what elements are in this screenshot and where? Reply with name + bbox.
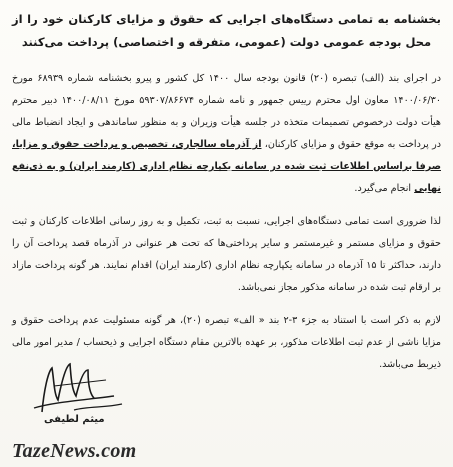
site-watermark	[12, 440, 137, 463]
paragraph-3: لازم به ذکر است با استناد به جزء ۳-۲ بند « الف» تبصره (۲۰)، هر گونه مسئولیت عدم پرداخت حقوق و مزایا ناشی از عدم ثبت اطلاعات مذکور، بر عهده بالاترین مقام دستگاه اجرایی و ذیحساب / مدیر امور مالی ذیربط می‌باشد.	[12, 315, 442, 370]
paragraph-1-emphasis: از آذرماه سالجاری، تخصیص و پرداخت حقوق و مزایا، صرفا براساس اطلاعات ثبت شده در سامانه یکپارچه نظام اداری (کارمند ایران) و به ذی‌نفع نهایی	[12, 139, 441, 194]
signer-name: میثم لطیفی	[44, 414, 105, 425]
paragraph-1	[10, 68, 443, 200]
paragraph-1-end: انجام می‌گیرد.	[354, 183, 415, 194]
watermark-name: TazeNews	[12, 440, 96, 462]
signature-block	[14, 350, 139, 435]
paragraph-2: لذا ضروری است تمامی دستگاه‌های اجرایی، نسبت به ثبت، تکمیل و به روز رسانی اطلاعات کارکنان و ثبت حقوق و مزایای مستمر و غیرمستمر و سایر پرداختی‌ها که تحت هر عنوانی در آذرماه قصد پرداخت آن را دارند، حداکثر تا ۱۵ آذرماه در سامانه یکپارچه نظام اداری (کارمند ایران) اقدام نمایند. هر گونه پرداخت مازاد بر ارقام ثبت شده در سامانه مذکور مجاز نمی‌باشد.	[12, 216, 441, 293]
paragraph-1-intro: در اجرای بند (الف) تبصره (۲۰) قانون بودجه سال ۱۴۰۰ کل کشور و پیرو بخشنامه شماره ۶۸۹۳۹ مورخ ۱۴۰۰/۰۶/۳۰ معاون اول محترم رییس جمهور و نامه شماره ۵۹۳۰۷/۸۶۶۷۴ مورخ ۱۴۰۰/۰۸/۱۱ دبیر محترم هیأت دولت درخصوص تصمیمات متخذه در جلسه هیأت وزیران و به منظور ساماندهی و ایجاد انضباط مالی در پرداخت به موقع حقوق و مزایای کارکنان،	[12, 73, 441, 150]
document-title: بخشنامه به تمامی دستگاه‌های اجرایی که حقوق و مزایای کارکنان خود را از محل بودجه عمومی دولت (عمومی، متفرقه و اختصاصی) پرداخت می‌کنند	[12, 12, 441, 49]
watermark-domain: .com	[95, 440, 137, 462]
